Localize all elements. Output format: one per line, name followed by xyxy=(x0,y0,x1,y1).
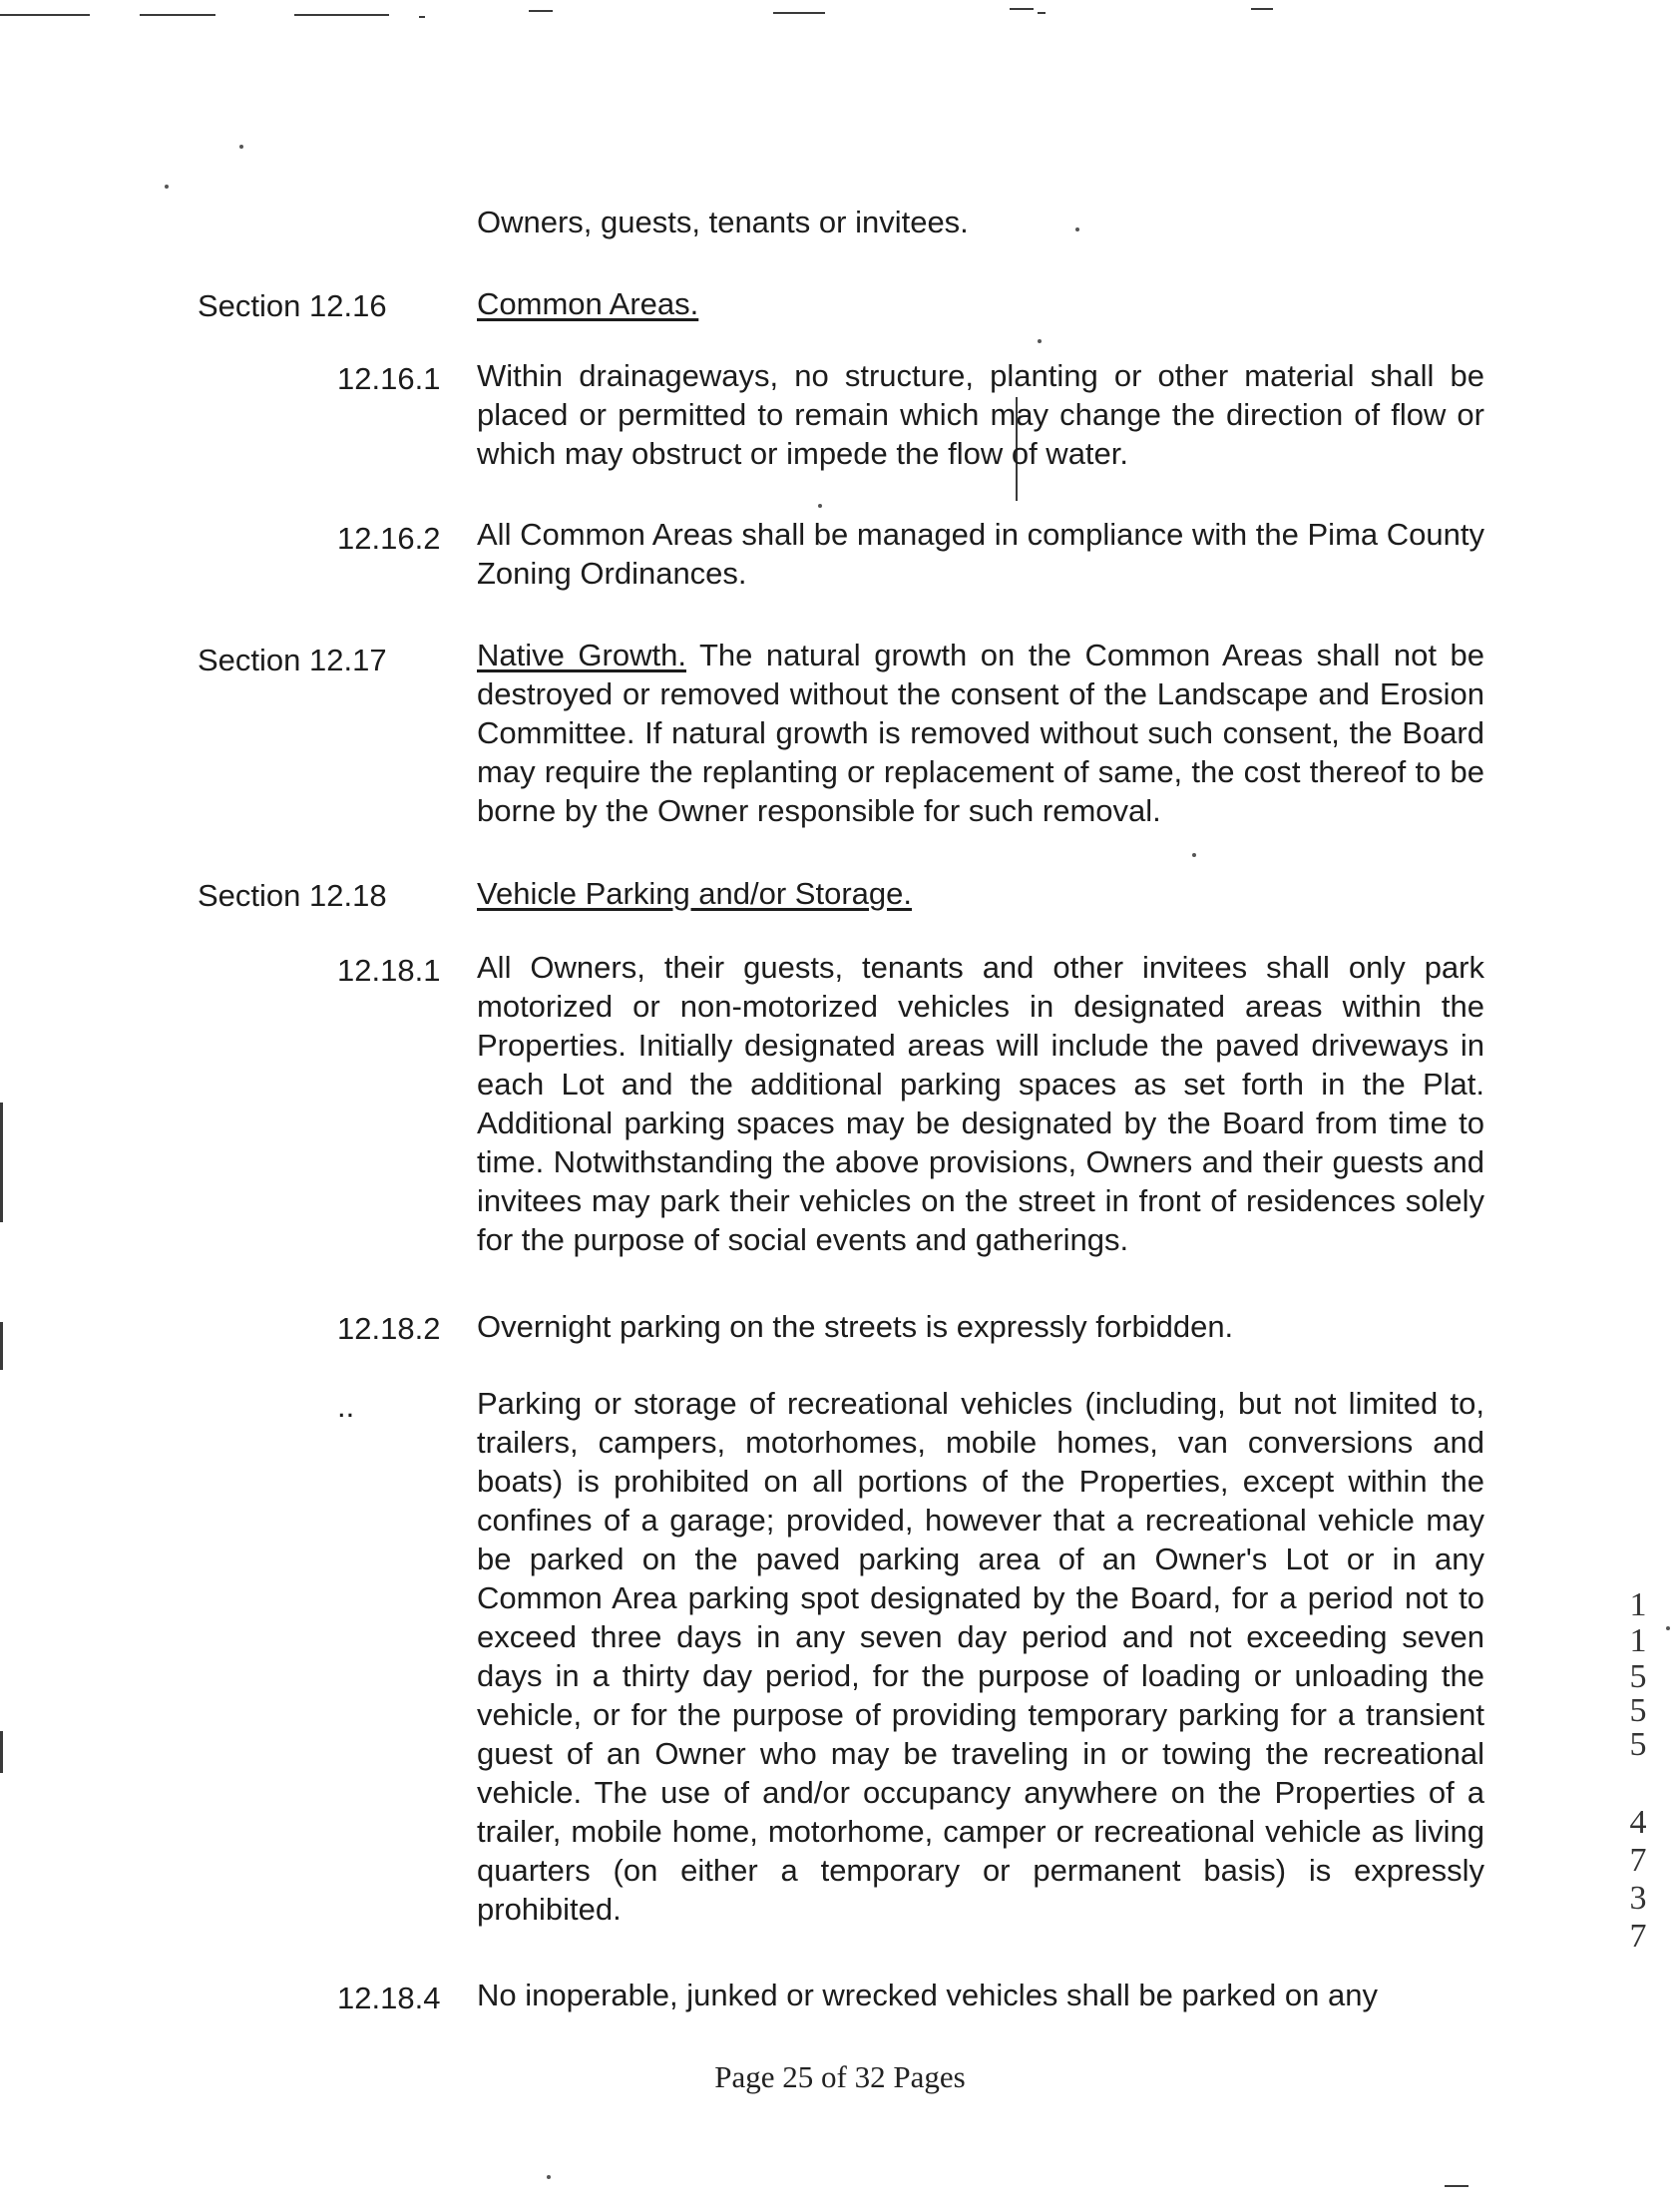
section-12-16-label: Section 12.16 xyxy=(198,288,387,323)
recording-digit: 7 xyxy=(1629,1842,1647,1879)
section-12-18-label: Section 12.18 xyxy=(198,878,387,913)
recording-digit: 7 xyxy=(1629,1918,1647,1955)
section-12-18-title: Vehicle Parking and/or Storage. xyxy=(477,876,912,911)
section-12-17-label: Section 12.17 xyxy=(198,643,387,677)
recording-digit: 3 xyxy=(1629,1880,1647,1917)
paragraph-12-18-1-text: All Owners, their guests, tenants and other invitees shall only park motorized or non-motorized vehicles in designated areas within the Properties. Initially designated areas will include the paved driveways in each Lot and the additional parking spaces as set forth in the Plat. Additional parking spaces may be designated by the Board from time to time. Notwithstanding the above provisions, Owners and their guests and invitees may park their vehicles on the street in front of residences solely for the purpose of social events and gatherings. xyxy=(477,950,1484,1257)
paragraph-12-18-3-number: .. xyxy=(337,1389,355,1424)
paragraph-12-18-4-text: No inoperable, junked or wrecked vehicles shall be parked on any xyxy=(477,1978,1378,2012)
paragraph-12-16-2-number: 12.16.2 xyxy=(337,521,441,556)
recording-digit: 5 xyxy=(1629,1726,1647,1763)
paragraph-12-16-2-text: All Common Areas shall be managed in compliance with the Pima County Zoning Ordinances. xyxy=(477,517,1484,591)
recording-digit: 1 xyxy=(1629,1586,1647,1623)
recording-digit: 5 xyxy=(1629,1658,1647,1695)
section-12-17-title: Native Growth. xyxy=(477,638,686,672)
paragraph-12-18-1-number: 12.18.1 xyxy=(337,953,441,988)
paragraph-12-16-1-number: 12.16.1 xyxy=(337,361,441,396)
continuation-text: Owners, guests, tenants or invitees. xyxy=(477,205,969,239)
recording-digit: 1 xyxy=(1629,1622,1647,1659)
paragraph-12-18-4-number: 12.18.4 xyxy=(337,1981,441,2015)
paragraph-12-18-2-number: 12.18.2 xyxy=(337,1311,441,1346)
paragraph-12-18-3-text: Parking or storage of recreational vehicles (including, but not limited to, trailers, campers, motorhomes, mobile homes, van conversions and boats) is prohibited on all portions of the Properties, except within the confines of a garage; provided, however that a recreational vehicle may be parked on the paved parking area of an Owner's Lot or in any Common Area parking spot designated by the Board, for a period not to exceed three days in any seven day period and not exceeding seven days in a thirty day period, for the purpose of loading or unloading the vehicle, or for the purpose of providing temporary parking for a transient guest of an Owner who may be traveling in or towing the recreational vehicle. The use of and/or occupancy anywhere on the Properties of a trailer, mobile home, motorhome, camper or recreational vehicle as living quarters (on either a temporary or permanent basis) is expressly prohibited. xyxy=(477,1386,1484,1927)
section-12-17-body xyxy=(477,636,1484,830)
section-12-17-text: The natural growth on the Common Areas shall not be destroyed or removed without the consent of the Landscape and Erosion Committee. If natural growth is removed without such consent, the Board may require the replanting or replacement of same, the cost thereof to be borne by the Owner responsible for such removal. xyxy=(477,638,1484,828)
paragraph-12-16-1-text: Within drainageways, no structure, planting or other material shall be placed or permitted to remain which may change the direction of flow or which may obstruct or impede the flow of water. xyxy=(477,358,1484,471)
recording-digit: 5 xyxy=(1629,1692,1647,1729)
page-footer: Page 25 of 32 Pages xyxy=(714,2059,966,2094)
paragraph-12-18-2-text: Overnight parking on the streets is expressly forbidden. xyxy=(477,1309,1234,1344)
recording-digit: 4 xyxy=(1629,1804,1647,1841)
section-12-16-title: Common Areas. xyxy=(477,286,699,321)
